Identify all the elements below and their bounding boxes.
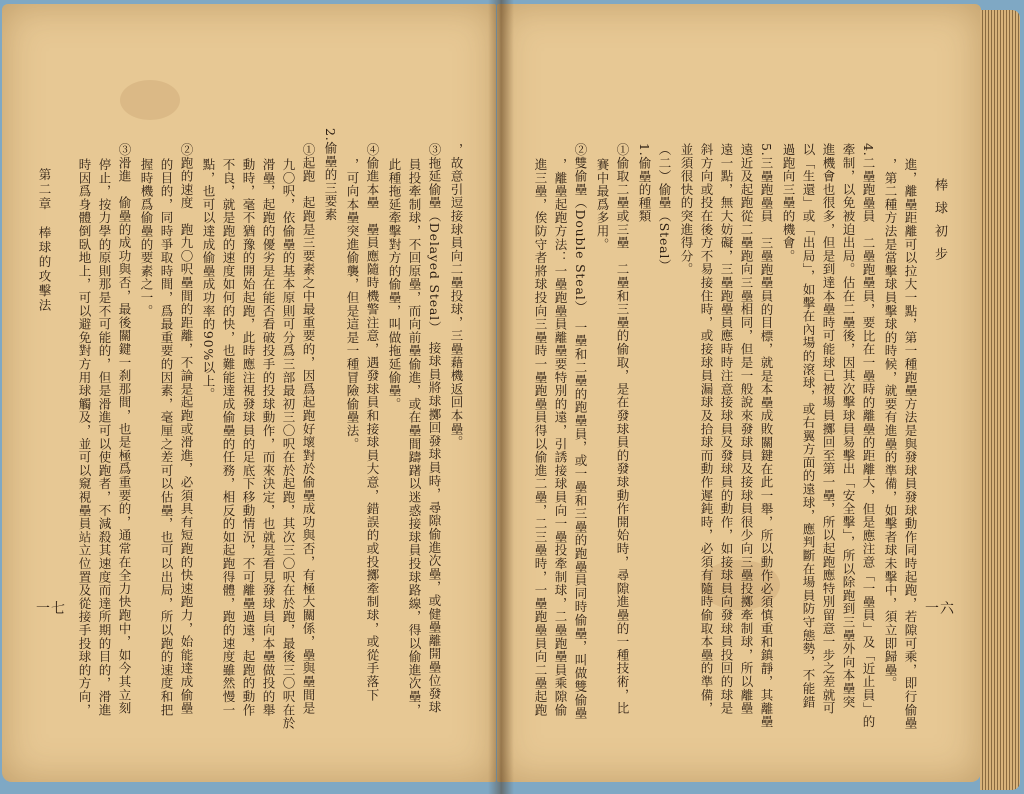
text-column: ②跑的速度 跑九〇呎壘間的距離，不論是起跑或滑進，必須具有短跑的快速跑力，始能達成偷壘 [179,143,194,715]
text-column: 以「生還」或「出局」，如擊在內場的滾球，或右翼方面的遠球，應判斷在場員防守態勢，不能錯 [801,143,816,709]
text-column: ③拖延偷壘（Delayed Steal） 接球員將球擲回發球員時，尋隙偷進次壘，或健壘離開壘位發球 [427,143,442,714]
book-gutter [488,0,514,794]
text-column: ④偷進本壘 壘員應隨時機警注意，遇發球員和接球員大意，錯誤的或投擲牽制球，或從手落下 [365,143,380,702]
text-column: ③滑進 偷壘的成功與否，最後關鍵一刹那間，也是極爲重要的，通常在全力快跑中，如今其立刻 [117,143,132,715]
text-column: 動時，毫不猶豫的開始起跑，此時應注視發球員的足底下移動情況，不可離壘過遠，起跑的動作 [241,158,256,717]
text-column: ②雙偷壘（Double Steal） 一壘和二壘的跑壘員，或一壘和三壘的跑壘員同時偷壘，叫做雙偷壘 [573,143,588,720]
paper-stain [120,80,180,120]
text-column: 斜方向或投在後方不易接住時，或接球員漏球及拾球而動作遲鈍時，必須有隨時偷取本壘的準備， [699,143,714,715]
text-column: 員投牽制球，不回原壘，而向前壘偷進，或在壘間躊躇以迷惑接球員投球路線，得以偷進次壘， [407,158,422,717]
text-column: 停止，按力學的原則那是不可能的，但是滑進可以使跑者，不減殺其速度而達所期的目的，滑進 [97,158,112,717]
text-column: ，第二種方法是當擊球員擊球的時候，就要有進壘的準備，如擊者球未擊中，須立即歸壘。 [883,158,898,690]
page-number: 一六 [925,601,955,617]
text-column: 進，離壘距離可以拉大一點，第一種跑壘方法是與發球員發球動作同時起跑，若隙可乘，即行偷壘 [903,158,918,730]
page-edges [980,10,1020,790]
text-column: ，可向本壘突進偷襲，但是這是一種冒險偷壘法。 [345,158,360,451]
text-column: 九〇呎，依偷壘的基本原則可分爲三部最初三〇呎在於起跑，其次三〇呎在於跑，最後三〇呎在於 [281,158,296,730]
running-header: 棒球初步 [932,178,947,270]
text-column: 握時機爲偷壘的要素之一。 [139,158,154,318]
text-column: 1.偷壘的種類 [637,143,652,224]
text-column: ，離壘起跑方法：一壘跑壘員離壘要特別的遠，引誘接球員向一壘投牽制球，二壘跑壘員乘隙偷 [553,158,568,717]
text-column: 2.偷壘的三要素 [323,128,338,222]
text-column: 此種拖延牽擊對方的偷壘，叫做拖延偷壘。 [387,158,402,411]
text-column: ①起跑 起跑是三要素之中最重要的，因爲起跑好壞對於偷壘成功與否，有極大關係，壘與壘間是 [301,143,316,715]
text-column: ①偷取二壘或三壘 二壘和三壘的偷取，是在發球員的發球動作開始時，尋隙進壘的一種技術，比 [615,143,630,715]
text-column: 滑壘，起跑的優劣是在能否看破投手的投球動作，而來決定，也就是看見發球員向本壘做投的舉 [261,158,276,717]
text-column: 賽中最爲多用。 [595,158,610,252]
text-column: 進機會也很多，但是到達本壘時可能球已被場員擲回至第一壘，所以起跑應特別留意一步之差就可 [821,143,836,715]
text-column: ，故意引逗接球員向二壘投球，三壘藉機返回本壘。 [449,143,464,449]
text-column: 過跑向三壘的機會。 [781,143,796,263]
chapter-footer: 第二章 棒球的攻擊法 [37,168,52,313]
text-column: 並須很快的突進得分。 [679,143,694,276]
text-column: 5.三壘跑壘員 三壘跑壘員的目標，就是本壘成敗關鍵在此一舉，所以動作必須慎重和鎮靜，其離壘 [759,143,774,729]
text-column: 時因爲身體倒臥地上，可以避免對方用球觸及，並可以窺視壘員站立位置及從接手投球的方向， [77,158,92,717]
text-column: 的目的，同時爭取時間，爲最重要的因素，毫厘之差可以估壘，也可以出局，所以跑的速度和把 [159,158,174,717]
page-number: 一七 [36,601,66,617]
text-column: 牽制，以免被迫出局。估在二壘後，因其次擊球員易擊出「安全擊」，所以除跑到三壘外向本壘突 [841,143,856,709]
text-column: 4.二壘跑壘員 二壘跑壘員，要比在一壘時的離壘的距離大，但是應注意「一壘員」及「近止員」的 [861,143,876,729]
text-column: 不良，就是跑的速度如何的快，也難能達成偷壘的任務，相反的如起跑得體，跑的速度雖然慢一 [221,158,236,717]
text-column: 進三壘，俟防守者將球投向三壘時一壘跑壘員得以偷進二壘，二三壘時，一壘跑壘員向二壘起跑 [533,158,548,717]
text-column: 點，也可以達成偷壘成功率的90%以上。 [201,158,216,401]
text-column: （二）偷壘（Steal） [657,143,672,273]
text-column: 遠近及起跑從二壘跑向三壘相同，但是一般說來發球員及接球員很少向三壘投擲牽制球，所以離壘 [739,143,754,715]
text-column: 遠一點，無大妨礙，三壘跑壘員應時時注意接球員及發球員的動作，如接球員向發球員投回的球是 [719,143,734,715]
